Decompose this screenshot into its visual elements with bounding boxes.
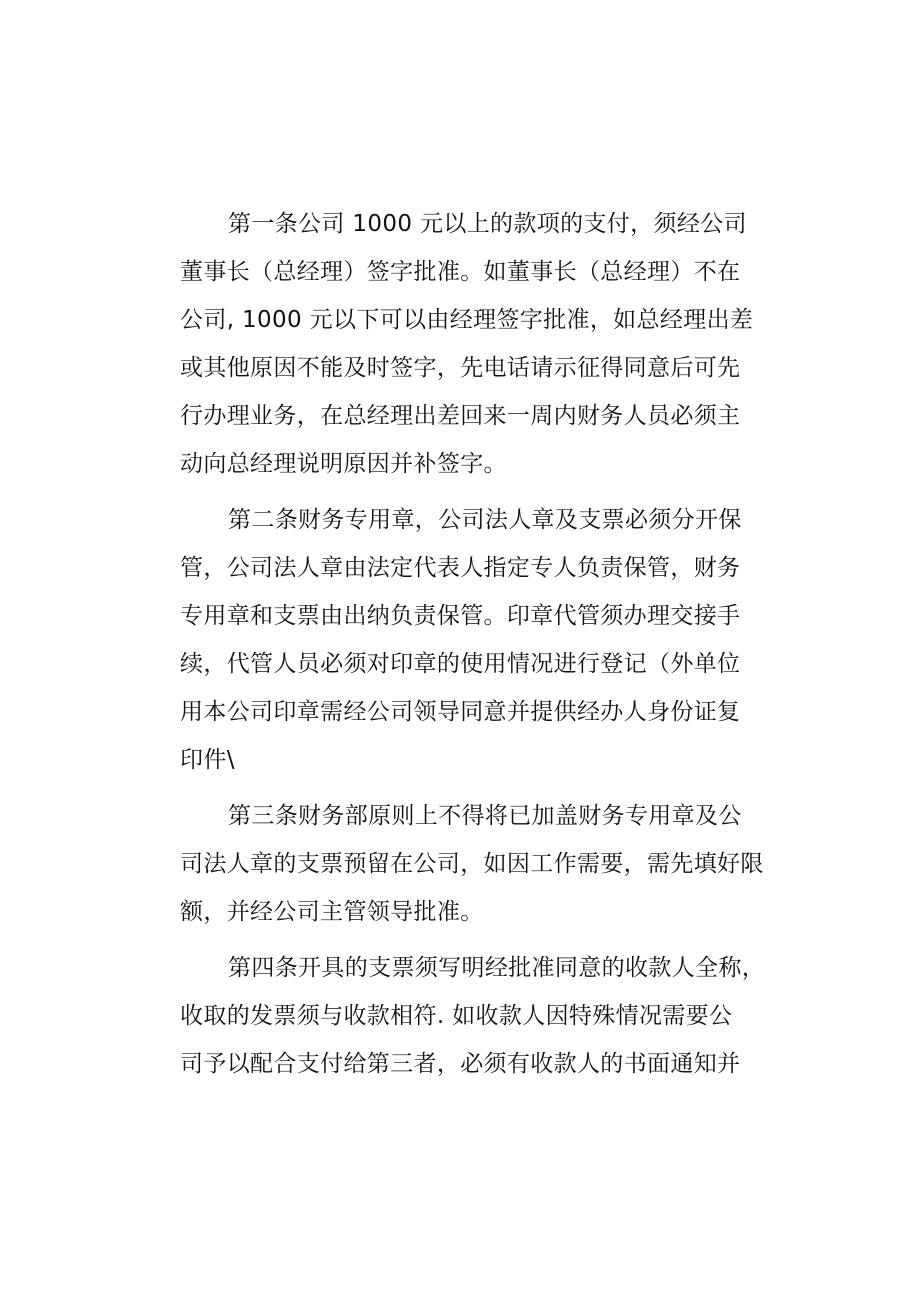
text-line: 用本公司印章需经公司领导同意并提供经办人身份证复 — [180, 699, 741, 725]
paragraph-article-2 — [180, 496, 750, 784]
text-line: 续，代管人员必须对印章的使用情况进行登记（外单位 — [180, 651, 741, 677]
text-line: 行办理业务，在总经理出差回来一周内财务人员必须主 — [180, 403, 741, 429]
text-line: 第三条财务部原则上不得将已加盖财务专用章及公 — [228, 803, 742, 829]
text-line: 第四条开具的支票须写明经批准同意的收款人全称， — [228, 955, 766, 981]
paragraph-article-4 — [180, 944, 766, 1088]
document-body — [180, 200, 766, 1088]
text-line: 额，并经公司主管领导批准。 — [180, 899, 484, 925]
text-line: 董事长（总经理）签字批准。如董事长（总经理）不在 — [180, 259, 741, 285]
text-line: 第一条公司 1000 元以上的款项的支付，须经公司 — [228, 211, 747, 237]
text-line: 管，公司法人章由法定代表人指定专人负责保管，财务 — [180, 555, 741, 581]
text-line: 收取的发票须与收款相符. 如收款人因特殊情况需要公 — [180, 1003, 733, 1029]
paragraph-gap — [180, 488, 750, 496]
text-line: 第二条财务专用章，公司法人章及支票必须分开保 — [228, 507, 742, 533]
text-line: 印件\ — [180, 747, 235, 773]
text-line: 司法人章的支票预留在公司，如因工作需要，需先填好限 — [180, 851, 764, 877]
paragraph-gap — [180, 936, 750, 944]
text-line: 公司, 1000 元以下可以由经理签字批准，如总经理出差 — [180, 307, 754, 333]
text-line: 或其他原因不能及时签字，先电话请示征得同意后可先 — [180, 355, 741, 381]
paragraph-article-1 — [180, 200, 754, 488]
text-line: 动向总经理说明原因并补签字。 — [180, 451, 507, 477]
paragraph-gap — [180, 784, 750, 792]
text-line: 专用章和支票由出纳负责保管。印章代管须办理交接手 — [180, 603, 741, 629]
text-line: 司予以配合支付给第三者，必须有收款人的书面通知并 — [180, 1051, 741, 1077]
paragraph-article-3 — [180, 792, 764, 936]
